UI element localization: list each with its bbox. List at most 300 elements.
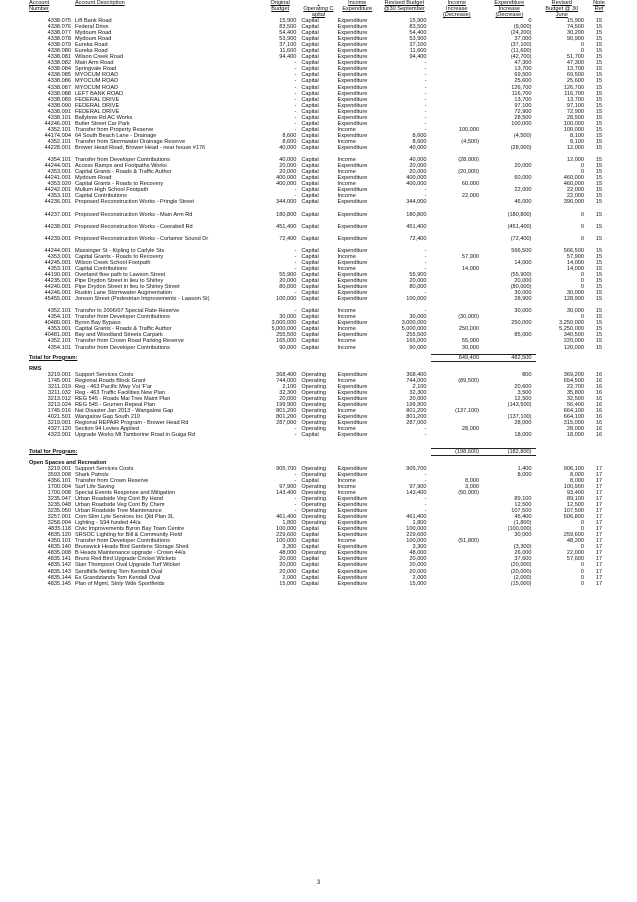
income-expenditure: Expenditure (337, 465, 368, 472)
income-expenditure: Expenditure (337, 60, 368, 67)
expenditure-increase: 20,600 (514, 383, 532, 390)
revised-budget-sept: 1,800 (412, 520, 427, 527)
expenditure-increase: 12,500 (514, 501, 532, 508)
revised-budget-sept: - (424, 508, 427, 515)
revised-budget-june: 28,500 (566, 114, 585, 121)
income-increase: 30,000 (461, 344, 480, 351)
note-ref: 17 (595, 532, 603, 539)
account-number: 3211.019 (48, 383, 71, 390)
expenditure-increase: 37,600 (514, 556, 532, 563)
expenditure-increase: (3,300) (513, 544, 532, 551)
revised-budget-june: 100,000 (563, 126, 585, 133)
original-budget: - (294, 72, 297, 79)
account-number: 4356.101 (47, 477, 71, 484)
account-number: 4835.141 (47, 556, 71, 563)
income-expenditure: Expenditure (337, 420, 368, 427)
operating-capital: Capital (301, 54, 319, 61)
operating-capital: Operating (301, 383, 326, 390)
account-number: 4350.101 (47, 538, 71, 545)
expenditure-increase: 97,100 (514, 102, 532, 109)
operating-capital: Capital (301, 126, 319, 133)
revised-budget-june: 14,000 (566, 265, 585, 272)
revised-budget-sept: - (424, 495, 427, 502)
operating-capital: Capital (301, 60, 319, 67)
expenditure-increase: 100,000 (511, 120, 532, 127)
account-number: 3213.012 (47, 396, 71, 403)
original-budget: 400,000 (276, 175, 297, 182)
revised-budget-june: 259,600 (563, 532, 585, 539)
revised-budget-sept: 165,000 (406, 338, 427, 345)
account-description: Urban Roadside Veg Cont By Chem (74, 501, 165, 508)
revised-budget-june: 0 (580, 271, 585, 278)
revised-budget-sept: 20,000 (409, 396, 427, 403)
note-ref: 16 (595, 414, 603, 421)
revised-budget-sept: - (424, 102, 427, 109)
revised-budget-june: 72,900 (566, 108, 585, 115)
note-ref: 15 (595, 54, 603, 61)
original-budget: 90,000 (279, 344, 297, 351)
note-ref: 17 (595, 550, 603, 557)
account-description: Butler Street Car Park (74, 120, 130, 127)
account-description: Regional Roads Block Grant (74, 377, 146, 384)
revised-budget-june: 220,000 (563, 338, 585, 345)
expenditure-increase: (2,000) (513, 574, 532, 581)
original-budget: 20,000 (279, 396, 297, 403)
original-budget: 368,400 (276, 371, 297, 378)
expenditure-increase: 89,100 (514, 495, 532, 502)
income-expenditure: Expenditure (337, 223, 368, 230)
revised-budget-sept: - (424, 66, 427, 73)
revised-budget-sept: - (424, 471, 427, 478)
program-total-row (28, 449, 610, 456)
note-ref: 17 (595, 483, 603, 490)
account-number: 4338.090 (47, 102, 71, 109)
income-expenditure: Expenditure (337, 102, 368, 109)
account-number: 1745.016 (47, 408, 71, 415)
original-budget: 5,000,000 (271, 326, 297, 333)
revised-budget-june: 48,200 (566, 538, 585, 545)
original-budget: - (294, 78, 297, 85)
original-budget: 400,000 (276, 181, 297, 188)
income-expenditure: Expenditure (337, 396, 368, 403)
account-description: Mydoum Road (74, 36, 112, 43)
income-expenditure: Expenditure (337, 556, 368, 563)
account-description: Jonson Street (Pedestrian Improvements - Lawson St) (74, 296, 210, 303)
account-description: Transfer from Crown Road Parking Reserve (74, 338, 184, 345)
note-ref: 15 (595, 30, 603, 37)
account-description: REG 545 - Grumen Repeal Plan (74, 402, 156, 409)
note-ref: 15 (595, 84, 603, 91)
original-budget: 100,000 (276, 538, 297, 545)
expenditure-increase: 1,400 (517, 465, 532, 472)
account-number: 4835.145 (47, 580, 71, 587)
expenditure-increase: (180,800) (507, 211, 532, 218)
income-expenditure: Expenditure (337, 36, 368, 43)
income-expenditure: Income (337, 253, 356, 260)
original-budget: 40,000 (279, 157, 297, 164)
income-expenditure: Expenditure (337, 580, 368, 587)
account-number: 40480.001 (44, 320, 71, 327)
income-expenditure: Income (337, 344, 356, 351)
revised-budget-sept: - (424, 114, 427, 121)
account-description: MYOCUM ROAD (74, 84, 119, 91)
account-description: Lift Bank Road (74, 18, 112, 24)
income-increase: (137,100) (455, 408, 480, 415)
revised-budget-june: 0 (580, 562, 585, 569)
account-description: Reg - 463 Traffic Facilities New Plan (74, 390, 165, 396)
account-description: Transfer from Developer Contributions (74, 157, 170, 164)
revised-budget-june: 100,000 (563, 120, 585, 127)
revised-budget-sept: 20,000 (409, 169, 427, 176)
revised-budget-sept: 801,200 (406, 408, 427, 415)
revised-budget-sept: 255,500 (406, 332, 427, 339)
account-number: 44240.001 (44, 284, 71, 291)
income-expenditure: Expenditure (337, 163, 368, 170)
revised-budget-june: 0 (580, 314, 585, 321)
note-ref: 15 (595, 114, 603, 121)
revised-budget-june: 89,100 (566, 495, 585, 502)
income-expenditure: Expenditure (337, 501, 368, 508)
revised-budget-sept: 8,600 (412, 138, 427, 145)
note-ref: 17 (595, 568, 603, 575)
note-ref: 17 (595, 520, 603, 527)
original-budget: - (294, 259, 297, 266)
operating-capital: Capital (301, 78, 319, 85)
account-description: Lighting - S94 funded 44/a (74, 520, 141, 527)
note-ref: 15 (595, 320, 603, 327)
income-expenditure: Expenditure (337, 414, 368, 421)
budget-table (28, 0, 610, 587)
original-budget: 344,000 (276, 199, 297, 206)
income-expenditure: Income (337, 157, 356, 164)
revised-budget-june: 5,250,000 (559, 326, 585, 333)
revised-budget-sept: - (424, 501, 427, 508)
expenditure-increase: (55,900) (510, 271, 532, 278)
account-number: 4835.140 (47, 544, 71, 551)
operating-capital: Capital (301, 284, 319, 291)
table-row (28, 224, 610, 236)
note-ref: 17 (595, 526, 603, 533)
revised-budget-sept: 8,600 (412, 132, 427, 139)
operating-capital: Operating (301, 520, 326, 527)
expenditure-increase: (20,000) (510, 568, 532, 575)
expenditure-increase: 28,900 (514, 296, 532, 303)
original-budget: - (294, 120, 297, 127)
account-description: Federal Drive (74, 24, 109, 31)
revised-budget-sept: 368,400 (406, 371, 427, 378)
account-number: 4338.079 (47, 42, 71, 49)
expenditure-increase: 46,000 (514, 199, 532, 206)
revised-budget-sept: 32,300 (409, 390, 427, 396)
income-expenditure: Expenditure (337, 96, 368, 103)
expenditure-increase: (80,000) (510, 284, 532, 291)
revised-budget-sept: 97,900 (409, 483, 427, 490)
income-expenditure: Expenditure (337, 175, 368, 182)
note-ref: 15 (595, 253, 603, 260)
original-budget: 20,000 (279, 556, 297, 563)
income-expenditure: Expenditure (337, 320, 368, 327)
revised-budget-june: 0 (580, 284, 585, 291)
revised-budget-june: 30,000 (566, 290, 585, 297)
note-ref: 17 (595, 580, 603, 587)
account-description: Capital Contributions (74, 193, 127, 200)
expenditure-increase: (143,500) (507, 402, 532, 409)
account-number: 44242.001 (44, 187, 71, 194)
account-number: 4338.081 (47, 54, 71, 61)
note-ref: 15 (595, 278, 603, 285)
account-number: 44237.001 (44, 211, 71, 218)
revised-budget-sept: 94,400 (409, 54, 427, 61)
account-number: 4835.143 (47, 568, 71, 575)
revised-budget-sept: 55,900 (409, 271, 427, 278)
note-ref: 15 (595, 78, 603, 85)
operating-capital: Capital (301, 66, 319, 73)
account-description: Byron Bay Bypass (74, 320, 121, 327)
operating-capital: Capital (301, 308, 319, 315)
account-description: Capital Grants - Roads to Recovery (74, 181, 164, 188)
revised-budget-june: 15,900 (566, 18, 585, 24)
expenditure-increase: 45,400 (514, 514, 532, 521)
account-description: Support Services Costs (74, 465, 134, 472)
note-ref: 15 (595, 259, 603, 266)
account-number: 44235.001 (44, 278, 71, 285)
original-budget: - (294, 193, 297, 200)
operating-capital: Capital (301, 568, 319, 575)
account-description: MYOCUM ROAD (74, 72, 119, 79)
account-description: Springvale Road (74, 66, 117, 73)
original-budget: - (294, 102, 297, 109)
account-number: 3213.024 (47, 402, 71, 409)
account-description: Massinger St - Kipling to Carlyle Sts (74, 247, 165, 254)
empty-cell (536, 449, 610, 456)
operating-capital: Capital (301, 290, 319, 297)
account-number: 44238.001 (44, 223, 71, 230)
account-number: 1700.004 (47, 483, 71, 490)
table-row (28, 372, 610, 378)
income-expenditure: Expenditure (337, 259, 368, 266)
operating-capital: Operating (301, 495, 326, 502)
operating-capital: Capital (301, 84, 319, 91)
account-number: 3211.032 (48, 390, 71, 396)
account-number: 4352.101 (47, 308, 71, 315)
operating-capital: Capital (301, 326, 319, 333)
account-description: B Heads Maintenance upgrade - Crown 44/a (74, 550, 186, 557)
operating-capital: Capital (301, 42, 319, 49)
revised-budget-june: 116,700 (564, 90, 585, 97)
operating-capital: Capital (301, 181, 319, 188)
original-budget: - (294, 187, 297, 194)
income-increase (431, 145, 484, 157)
income-expenditure: Expenditure (337, 371, 368, 378)
account-description: Bruns Red Bird Upgrade Cricket Wickets (74, 556, 176, 563)
revised-budget-sept: 2,000 (412, 574, 427, 581)
income-expenditure: Expenditure (337, 144, 368, 151)
revised-budget-sept: - (424, 84, 427, 91)
operating-capital: Operating (301, 414, 326, 421)
note-ref: 15 (595, 223, 603, 230)
expenditure-increase: (137,100) (507, 414, 532, 421)
account-number: 4353.001 (47, 169, 71, 176)
income-increase: 8,000 (465, 477, 480, 484)
account-description: Capital Grants - Roads & Traffic Author (74, 169, 172, 176)
account-description: Pipe Drydon Street in lieu to Shirley (74, 278, 164, 285)
revised-budget-sept: - (424, 247, 427, 254)
account-number: 44239.001 (44, 235, 71, 242)
original-budget: 2,000 (282, 574, 297, 581)
income-increase: (30,000) (458, 314, 480, 321)
revised-budget-sept: - (424, 108, 427, 115)
operating-capital: Capital (301, 18, 319, 24)
income-expenditure: Income (337, 181, 356, 188)
original-budget: 32,300 (279, 390, 297, 396)
original-budget: 100,000 (276, 526, 297, 533)
account-description: Mydoum Road (74, 30, 112, 37)
account-number: 3258.004 (47, 520, 71, 527)
income-expenditure: Expenditure (337, 132, 368, 139)
revised-budget-sept: 90,000 (409, 344, 427, 351)
income-increase: (89,500) (458, 377, 480, 384)
table-row (28, 199, 610, 211)
revised-budget-june: 0 (580, 163, 585, 170)
income-expenditure: Expenditure (337, 508, 368, 515)
revised-budget-june: 460,000 (563, 181, 585, 188)
operating-capital: Capital (301, 96, 319, 103)
revised-budget-sept: 199,900 (406, 402, 427, 409)
expenditure-increase: (24,200) (510, 30, 532, 37)
account-number: 4338.084 (47, 66, 71, 73)
income-expenditure: Income (337, 483, 356, 490)
original-budget: 1,800 (282, 520, 297, 527)
account-description: Ex Grandstands Tom Kendall Oval (74, 574, 161, 581)
revised-budget-june: 8,000 (570, 477, 585, 484)
account-number: 4353.101 (47, 193, 71, 200)
expenditure-increase: 14,000 (514, 259, 532, 266)
revised-budget-sept: - (424, 253, 427, 260)
original-budget: 80,000 (279, 284, 297, 291)
expenditure-increase: 8,000 (517, 471, 532, 478)
expenditure-increase: 566,500 (511, 247, 532, 254)
original-budget: 97,900 (279, 483, 297, 490)
operating-capital: Capital (301, 526, 319, 533)
operating-capital: Capital (301, 48, 319, 55)
operating-capital: Capital (301, 296, 319, 303)
revised-budget-june: 460,000 (563, 175, 585, 182)
note-ref: 17 (595, 471, 603, 478)
account-description: FEDERAL DRIVE (74, 96, 120, 103)
account-number: 45455.001 (44, 296, 71, 303)
expenditure-increase: 47,300 (514, 60, 532, 67)
note-ref: 15 (595, 332, 603, 339)
original-budget: 180,800 (276, 211, 297, 218)
note-ref: 15 (595, 247, 603, 254)
total-expenditure-increase: 482,500 (483, 355, 536, 362)
income-expenditure: Income (337, 126, 356, 133)
income-expenditure: Expenditure (337, 48, 368, 55)
revised-budget-sept: - (424, 120, 427, 127)
account-description: Eureka Road (74, 48, 108, 55)
revised-budget-june: 0 (580, 574, 585, 581)
note-ref: 17 (595, 501, 603, 508)
account-description: Regional REPAIR Program - Brower Head Rd (74, 420, 189, 427)
original-budget: - (294, 108, 297, 115)
col-header-account-description: Account Description (74, 0, 125, 6)
note-ref: 15 (595, 18, 603, 24)
income-expenditure: Expenditure (337, 271, 368, 278)
expenditure-increase: 30,000 (514, 290, 532, 297)
table-row (28, 212, 610, 224)
revised-budget-sept: 451,400 (406, 223, 427, 230)
account-description: Overland flow path to Lawson Street (74, 271, 166, 278)
income-expenditure: Expenditure (337, 296, 368, 303)
revised-budget-sept: 801,200 (406, 414, 427, 421)
original-budget: 11,600 (279, 48, 297, 55)
expenditure-increase: (37,100) (510, 42, 532, 49)
income-increase: (50,000) (458, 489, 480, 496)
revised-budget-june: 128,900 (563, 296, 585, 303)
note-ref: 17 (595, 574, 603, 581)
note-ref: 16 (595, 432, 603, 439)
operating-capital: Capital (301, 538, 319, 545)
operating-capital: Capital (301, 320, 319, 327)
original-budget: 8,600 (282, 132, 297, 139)
expenditure-increase: (20,000) (510, 562, 532, 569)
income-expenditure: Income (337, 169, 356, 176)
account-number: 4338.088 (47, 90, 71, 97)
operating-capital: Capital (301, 132, 319, 139)
operating-capital: Capital (301, 562, 319, 569)
account-description: Ballybow Rd AC Works (74, 114, 133, 121)
note-ref: 15 (595, 296, 603, 303)
note-ref: 15 (595, 235, 603, 242)
table-row (28, 145, 610, 157)
revised-budget-sept: 83,500 (409, 24, 427, 31)
account-number: 4352.101 (47, 138, 71, 145)
operating-capital: Operating (301, 396, 326, 403)
revised-budget-sept: 100,000 (406, 526, 427, 533)
account-number: 40481.001 (44, 332, 71, 339)
income-increase: (28,000) (458, 157, 480, 164)
income-expenditure: Income (337, 314, 356, 321)
original-budget: - (294, 60, 297, 67)
income-expenditure: Expenditure (337, 84, 368, 91)
operating-capital: Capital (301, 187, 319, 194)
expenditure-increase: (451,400) (507, 223, 532, 230)
operating-capital: Operating (301, 420, 326, 427)
original-budget: 20,000 (279, 562, 297, 569)
expenditure-increase: 107,500 (511, 508, 532, 515)
income-expenditure: Expenditure (337, 514, 368, 521)
note-ref: 15 (595, 66, 603, 73)
account-number: 4338.091 (47, 108, 71, 115)
income-increase: 14,000 (461, 265, 480, 272)
revised-budget-june: 8,100 (570, 138, 585, 145)
income-expenditure: Expenditure (337, 383, 368, 390)
note-ref: 15 (595, 126, 603, 133)
expenditure-increase: 25,600 (514, 78, 532, 85)
revised-budget-june: 22,000 (566, 193, 585, 200)
revised-budget-june: 28,000 (566, 426, 585, 433)
revised-budget-june: 566,500 (563, 247, 585, 254)
account-number: 4338.077 (47, 30, 71, 37)
account-description: Brunswick Heads Bird Gardens Storage Shed (74, 544, 189, 551)
note-ref: 15 (595, 265, 603, 272)
income-expenditure: Expenditure (337, 332, 368, 339)
account-number: 3219.001 (47, 465, 71, 472)
account-number: 4835.118 (48, 526, 71, 533)
income-increase (431, 199, 484, 211)
original-budget: - (294, 308, 297, 315)
account-description: Proposed Reconstruction Works - Corlamor Sound Dr (74, 235, 209, 242)
